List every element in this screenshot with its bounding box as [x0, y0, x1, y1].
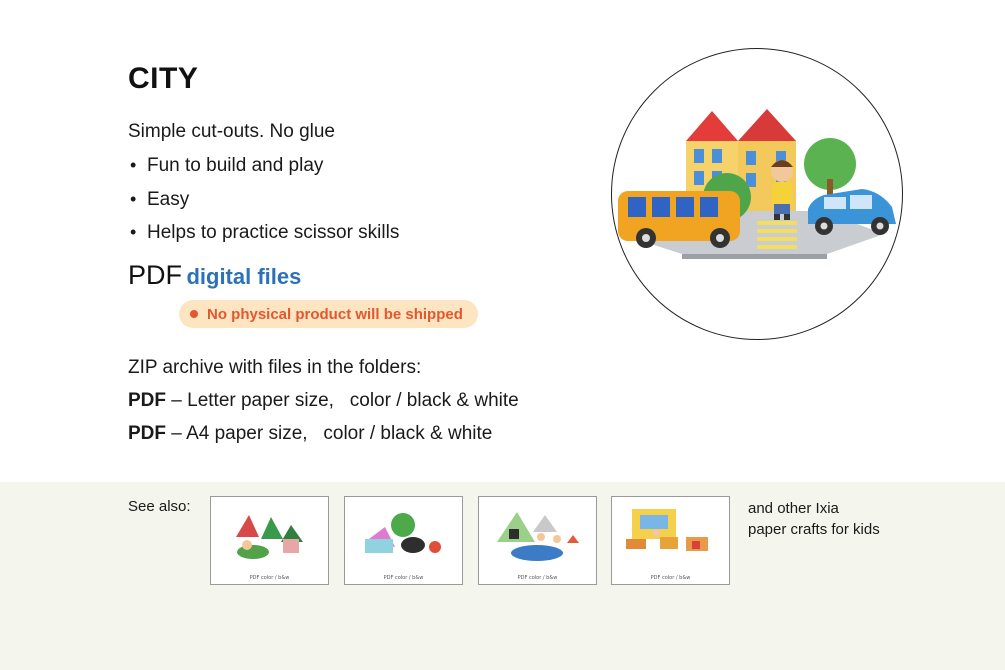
format-heading — [128, 260, 301, 291]
thumbnail-school[interactable] — [611, 496, 730, 585]
bullet-icon: • — [130, 155, 137, 175]
other-crafts-line: and other Ixia — [748, 500, 839, 517]
bullet-icon: • — [130, 188, 137, 209]
other-crafts-text — [748, 498, 880, 540]
thumbnail-camping[interactable] — [478, 496, 597, 585]
thumbnail-caption: PDF color / b&w — [517, 575, 558, 581]
feature-text: Easy — [147, 188, 190, 210]
file-spec-a4 — [128, 423, 492, 445]
spec-label: PDF — [128, 390, 166, 411]
papercraft-school-room-thumbnail — [612, 497, 729, 584]
city-papercraft-illustration — [612, 49, 902, 339]
format-description: digital files — [186, 264, 302, 289]
zip-intro-text: ZIP archive with files in the folders: — [128, 357, 422, 378]
papercraft-camping-thumbnail — [479, 497, 596, 584]
feature-item — [130, 151, 399, 185]
papercraft-forest-animals-thumbnail — [211, 497, 328, 584]
thumbnail-jungle[interactable] — [344, 496, 463, 585]
file-spec-letter — [128, 390, 519, 412]
spec-label: PDF — [128, 423, 166, 444]
other-crafts-line: paper crafts for kids — [748, 521, 880, 538]
thumbnail-forest[interactable] — [210, 496, 329, 585]
spec-text: – Letter paper size, color / black & white — [166, 390, 519, 411]
shipping-notice-badge — [179, 300, 478, 328]
product-title: CITY — [128, 62, 199, 95]
feature-item — [130, 218, 399, 252]
papercraft-jungle-animals-thumbnail — [345, 497, 462, 584]
format-word: PDF — [128, 260, 182, 290]
product-subtitle: Simple cut-outs. No glue — [128, 121, 335, 142]
thumbnail-caption: PDF color / b&w — [249, 575, 290, 581]
feature-list — [130, 151, 399, 252]
product-image — [611, 48, 903, 340]
bullet-icon: • — [130, 222, 137, 242]
feature-text: Fun to build and play — [147, 155, 324, 176]
dot-icon — [190, 310, 198, 318]
thumbnail-caption: PDF color / b&w — [650, 575, 691, 581]
feature-item — [130, 185, 399, 219]
spec-text: – A4 paper size, color / black & white — [166, 423, 493, 444]
feature-text: Helps to practice scissor skills — [147, 222, 400, 243]
see-also-label: See also: — [128, 498, 191, 515]
shipping-notice-text: No physical product will be shipped — [207, 305, 463, 323]
thumbnail-caption: PDF color / b&w — [383, 575, 424, 581]
